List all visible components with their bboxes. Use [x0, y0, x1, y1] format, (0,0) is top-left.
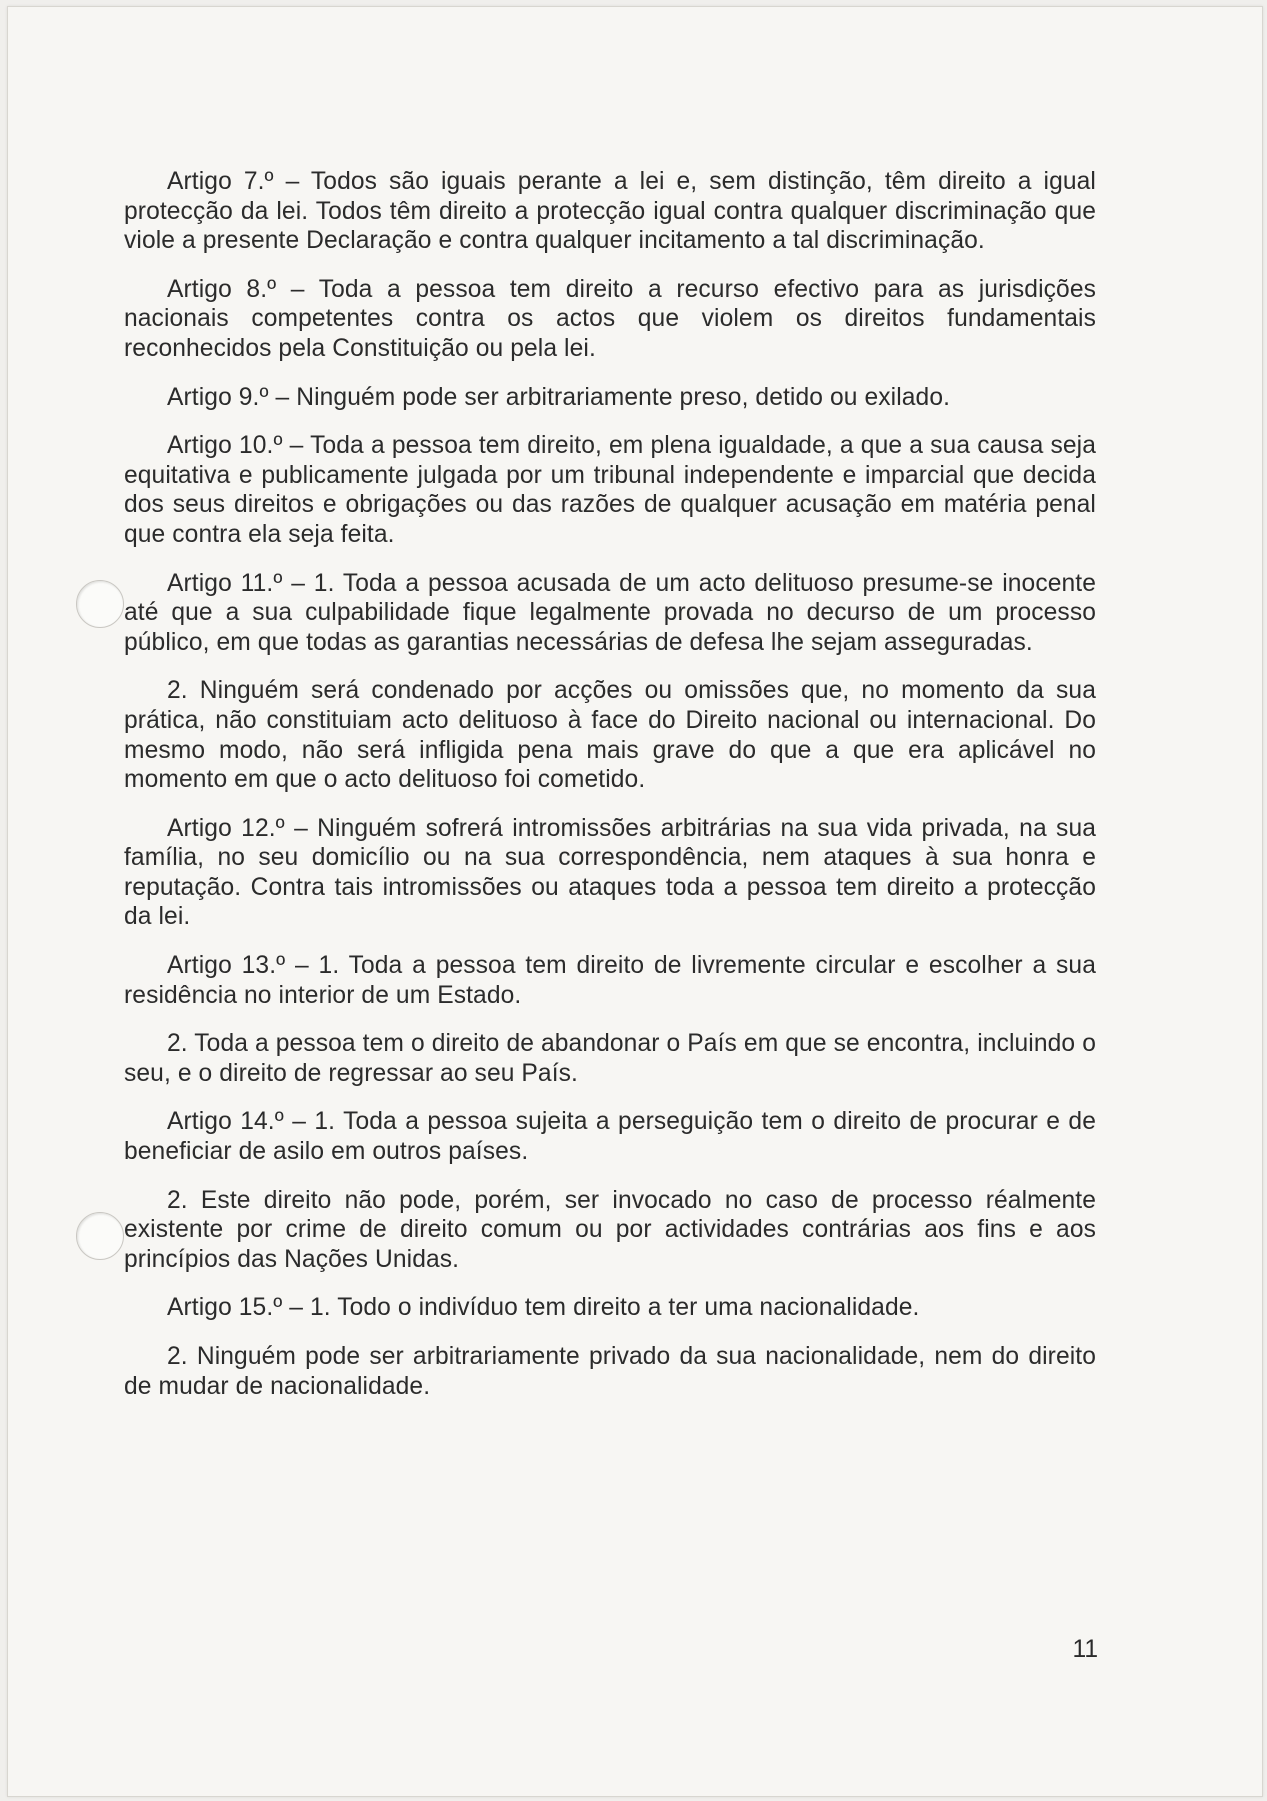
article-13-paragraph-2: 2. Toda a pessoa tem o direito de abandonar o País em que se encontra, incluindo o seu, e o direito de regressar ao seu País.	[124, 1030, 1096, 1087]
article-14-paragraph-2: 2. Este direito não pode, porém, ser invocado no caso de processo réalmente existente por crime de direito comum ou por actividades contrárias aos fins e aos princípios das Nações Unidas.	[124, 1186, 1096, 1273]
article-10-paragraph: Artigo 10.º – Toda a pessoa tem direito, em plena igualdade, a que a sua causa seja equitativa e publicamente julgada por um tribunal independente e imparcial que decida dos seus direitos e obrigações ou das razões de qualquer acusação em matéria penal que contra ela seja feita.	[124, 432, 1096, 548]
article-12-paragraph: Artigo 12.º – Ninguém sofrerá intromissões arbitrárias na sua vida privada, na sua família, no seu domicílio ou na sua correspondência, nem ataques à sua honra e reputação. Contra tais intromissões ou ataques toda a pessoa tem direito a protecção da lei.	[124, 814, 1096, 931]
article-11-paragraph-2: 2. Ninguém será condenado por acções ou omissões que, no momento da sua prática, não constituiam acto delituoso à face do Direito nacional ou internacional. Do mesmo modo, não será infligida pena mais grave do que a que era aplicável no momento em que o acto delituoso foi cometido.	[124, 677, 1096, 794]
article-15-paragraph-2: 2. Ninguém pode ser arbitrariamente privado da sua nacionalidade, nem do direito de mudar de nacionalidade.	[124, 1343, 1096, 1400]
article-7-paragraph: Artigo 7.º – Todos são iguais perante a lei e, sem distinção, têm direito a igual protecção da lei. Todos têm direito a protecção igual contra qualquer discriminação que viole a presente Declaração e contra qualquer incitamento a tal discriminação.	[124, 168, 1096, 255]
article-13-paragraph-1: Artigo 13.º – 1. Toda a pessoa tem direito de livremente circular e escolher a sua residência no interior de um Estado.	[124, 952, 1096, 1009]
punch-hole	[76, 1212, 124, 1260]
article-8-paragraph: Artigo 8.º – Toda a pessoa tem direito a recurso efectivo para as jurisdições nacionais competentes contra os actos que violem os direitos fundamentais reconhecidos pela Constituição ou pela lei.	[124, 275, 1096, 362]
article-9-paragraph: Artigo 9.º – Ninguém pode ser arbitrariamente preso, detido ou exilado.	[167, 383, 951, 411]
article-11-paragraph-1: Artigo 11.º – 1. Toda a pessoa acusada de um acto delituoso presume-se inocente até que a sua culpabilidade fique legalmente provada no decurso de um processo público, em que todas as garantias necessárias de defesa lhe sejam asseguradas.	[124, 569, 1096, 656]
page-number: 11	[1072, 1636, 1098, 1663]
punch-hole	[76, 580, 124, 628]
article-14-paragraph-1: Artigo 14.º – 1. Toda a pessoa sujeita a perseguição tem o direito de procurar e de beneficiar de asilo em outros países.	[124, 1108, 1096, 1166]
article-15-paragraph-1: Artigo 15.º – 1. Todo o indivíduo tem direito a ter uma nacionalidade.	[167, 1294, 920, 1322]
document-page	[7, 6, 1263, 1797]
article-text-body	[124, 167, 1096, 1420]
